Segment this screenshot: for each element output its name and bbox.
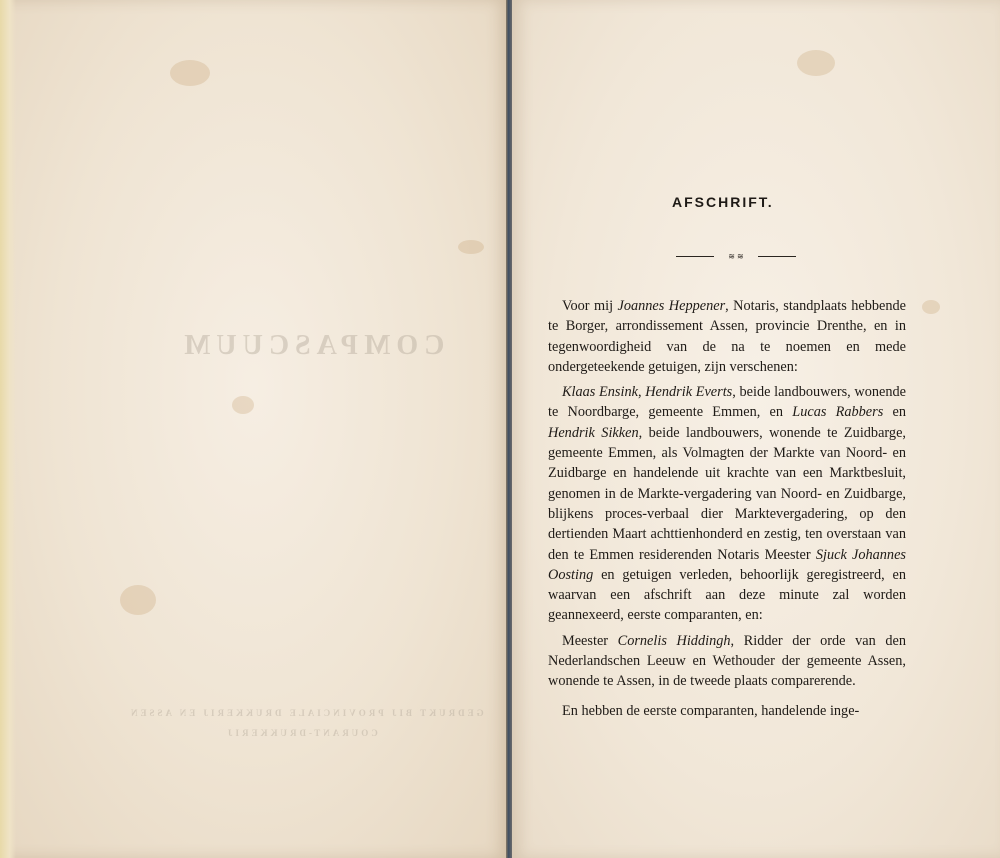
foxing-stain: [797, 50, 835, 76]
italic-name: Hendrik Everts: [645, 384, 733, 401]
text-run: Voor mij: [562, 298, 618, 314]
italic-name: Cornelis Hiddingh: [617, 632, 731, 649]
document-heading: AFSCHRIFT.: [672, 194, 774, 210]
text-run: Meester: [562, 632, 618, 649]
italic-name: Sjuck Johannes Oosting: [548, 546, 906, 583]
page-edge: [0, 0, 16, 858]
bleed-through-imprint-line-1: GEDRUKT BIJ PROVINCIALE DRUKKERIJ EN ASSEN: [128, 708, 484, 718]
text-run: en: [883, 404, 906, 421]
bleed-through-title: COMPASCUUM: [178, 330, 445, 361]
foxing-stain: [232, 396, 254, 414]
foxing-stain: [120, 585, 156, 615]
ornament-glyph: ≋ ≋: [728, 252, 744, 261]
bleed-through-imprint-line-2: COURANT-DRUKKERIJ: [225, 728, 378, 738]
text-run: En hebben de eerste comparanten, handelende inge-: [562, 702, 860, 719]
text-run: , Ridder der orde van den Nederlandschen Leeuw en Wethouder der gemeente Assen, wonende te Assen, in de tweede plaats comparerende.: [548, 632, 906, 690]
body-paragraph: [548, 296, 906, 377]
body-paragraph: [548, 701, 906, 721]
text-run: , Notaris, standplaats hebbende te Borger, arrondissement Assen, provincie Drenthe, en in tegenwoordigheid van de na te noemen en mede ondergeteekende getuigen, zijn verschenen:: [548, 298, 906, 375]
body-paragraph: [548, 631, 906, 692]
document-body: [548, 296, 906, 721]
rule-line: [676, 256, 714, 257]
text-run: ,: [637, 384, 646, 401]
text-run: , beide landbouwers, wonende te Noordbarge, gemeente Emmen, en: [548, 384, 907, 421]
foxing-stain: [170, 60, 210, 86]
italic-name: Joannes Heppener: [617, 298, 726, 314]
rule-line: [758, 256, 796, 257]
body-paragraph: [548, 382, 906, 626]
italic-name: Lucas Rabbers: [792, 404, 884, 421]
italic-name: Klaas Ensink: [562, 384, 638, 401]
foxing-stain: [458, 240, 484, 254]
italic-name: Hendrik Sikken: [548, 424, 639, 441]
text-run: en getuigen verleden, behoorlijk geregistreerd, en waarvan een afschrift aan deze minute zal worden geannexeerd, eerste comparanten, en:: [548, 566, 906, 624]
text-run: , beide landbouwers, wonende te Zuidbarge, gemeente Emmen, als Volmagten der Markte van Noord- en Zuidbarge en handelende uit krachte van een Marktbesluit, genomen in de Markte-vergadering van Noord- en Zuidbarge, blijkens proces-verbaal dier Marktevergadering, op den dertienden Maart achttienhonderd en zestig, ten overstaan van den te Emmen residerenden Notaris Meester: [548, 424, 907, 563]
ornamental-rule: [676, 253, 796, 261]
foxing-stain: [922, 300, 940, 314]
